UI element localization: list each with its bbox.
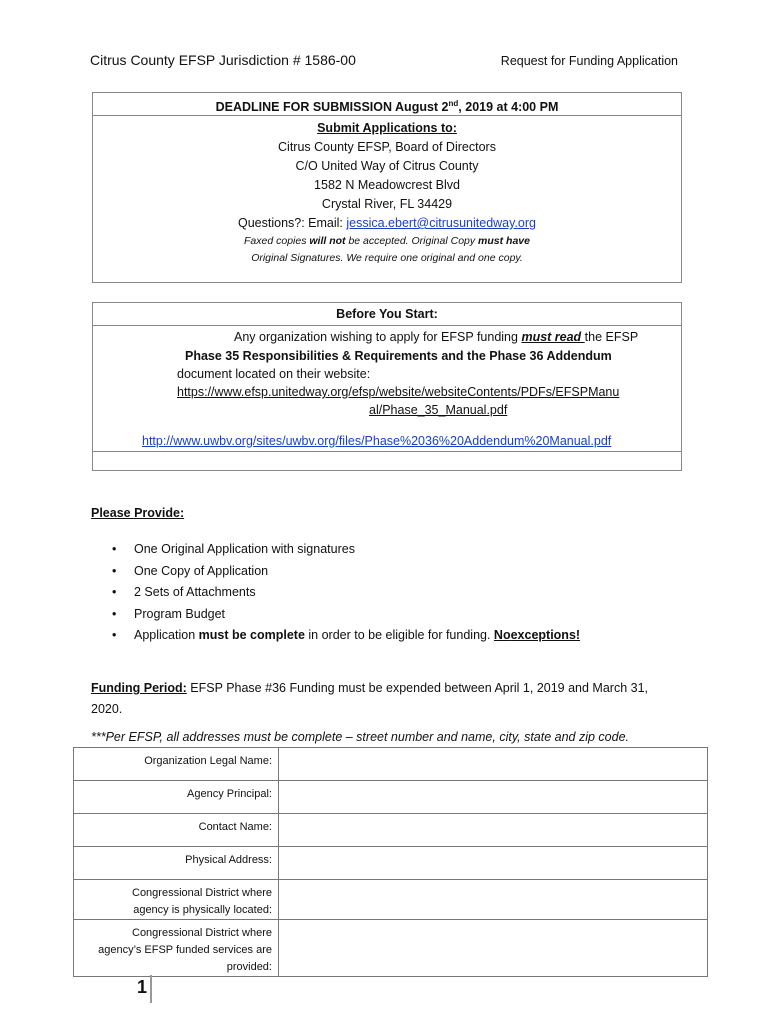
legal-name-field[interactable] bbox=[279, 748, 708, 781]
list-item: • Program Budget bbox=[110, 605, 580, 627]
header-jurisdiction: Citrus County EFSP Jurisdiction # 1586-00 bbox=[90, 52, 356, 68]
fax-note-2: Original Signatures. We require one original and one copy. bbox=[251, 252, 523, 264]
deadline-box bbox=[92, 92, 682, 283]
physical-address-label: Physical Address: bbox=[74, 847, 279, 880]
manual-url-link[interactable]: https://www.efsp.unitedway.org/efsp/website/websiteContents/PDFs/EFSPManu bbox=[177, 385, 620, 399]
address-line-2: C/O United Way of Citrus County bbox=[295, 159, 479, 173]
list-item: • One Original Application with signatures bbox=[110, 540, 580, 562]
list-item: • Application must be complete in order to be eligible for funding. Noexceptions! bbox=[110, 626, 580, 648]
deadline-text-end: , 2019 at 4:00 PM bbox=[458, 100, 559, 115]
address-line-4: Crystal River, FL 34429 bbox=[321, 197, 453, 211]
email-link[interactable]: jessica.ebert@citrusunitedway.org bbox=[346, 216, 536, 230]
submit-heading: Submit Applications to: bbox=[317, 121, 457, 135]
page-number-divider bbox=[150, 975, 152, 1003]
contact-field[interactable] bbox=[279, 814, 708, 847]
address-line-3: 1582 N Meadowcrest Blvd bbox=[314, 178, 460, 192]
funding-label: Funding Period: bbox=[91, 681, 187, 695]
deadline-text: DEADLINE FOR SUBMISSION August 2 bbox=[215, 100, 449, 115]
principal-label: Agency Principal: bbox=[74, 781, 279, 814]
deadline-title bbox=[93, 93, 681, 116]
list-item: • One Copy of Application bbox=[110, 562, 580, 584]
please-provide-heading: Please Provide: bbox=[91, 506, 185, 520]
addendum-url-link[interactable]: http://www.uwbv.org/sites/uwbv.org/files/Phase%2036%20Addendum%20Manual.pdf bbox=[142, 434, 612, 448]
congress-district-located-field[interactable] bbox=[279, 880, 708, 920]
page-number: 1 bbox=[137, 977, 148, 997]
funding-text: EFSP Phase #36 Funding must be expended between April 1, 2019 and March 31, 2020. bbox=[91, 681, 649, 716]
questions-label: Questions?: Email: bbox=[237, 216, 347, 230]
deadline-sup: nd bbox=[448, 99, 459, 108]
legal-name-label: Organization Legal Name: bbox=[74, 748, 279, 781]
before-start-box bbox=[92, 302, 682, 471]
before-line-1: Any organization wishing to apply for EFSP funding must read the EFSP bbox=[234, 330, 639, 344]
list-item: • 2 Sets of Attachments bbox=[110, 583, 580, 605]
physical-address-field[interactable] bbox=[279, 847, 708, 880]
contact-label: Contact Name: bbox=[74, 814, 279, 847]
fax-note: Faxed copies will not be accepted. Original Copy must have bbox=[244, 235, 530, 247]
congress-district-services-label: Congressional District where agency’s EFSP funded services are provided: bbox=[74, 920, 279, 977]
please-provide-list bbox=[110, 540, 580, 648]
address-line-1: Citrus County EFSP, Board of Directors bbox=[278, 140, 496, 154]
before-line-2: Phase 35 Responsibilities & Requirements and the Phase 36 Addendum bbox=[185, 349, 612, 363]
before-start-title: Before You Start: bbox=[93, 303, 681, 326]
funding-period bbox=[91, 678, 671, 720]
before-line-3: document located on their website: bbox=[177, 367, 371, 381]
questions-line bbox=[93, 214, 681, 233]
principal-field[interactable] bbox=[279, 781, 708, 814]
header-form-title: Request for Funding Application bbox=[500, 54, 678, 68]
organization-info-table bbox=[73, 747, 708, 977]
before-box-divider bbox=[93, 451, 681, 452]
congress-district-services-field[interactable] bbox=[279, 920, 708, 977]
address-note: ***Per EFSP, all addresses must be complete – street number and name, city, state and zip code. bbox=[91, 730, 630, 744]
congress-district-located-label: Congressional District where agency is physically located: bbox=[74, 880, 279, 920]
manual-url-link-cont[interactable]: al/Phase_35_Manual.pdf bbox=[369, 403, 508, 417]
